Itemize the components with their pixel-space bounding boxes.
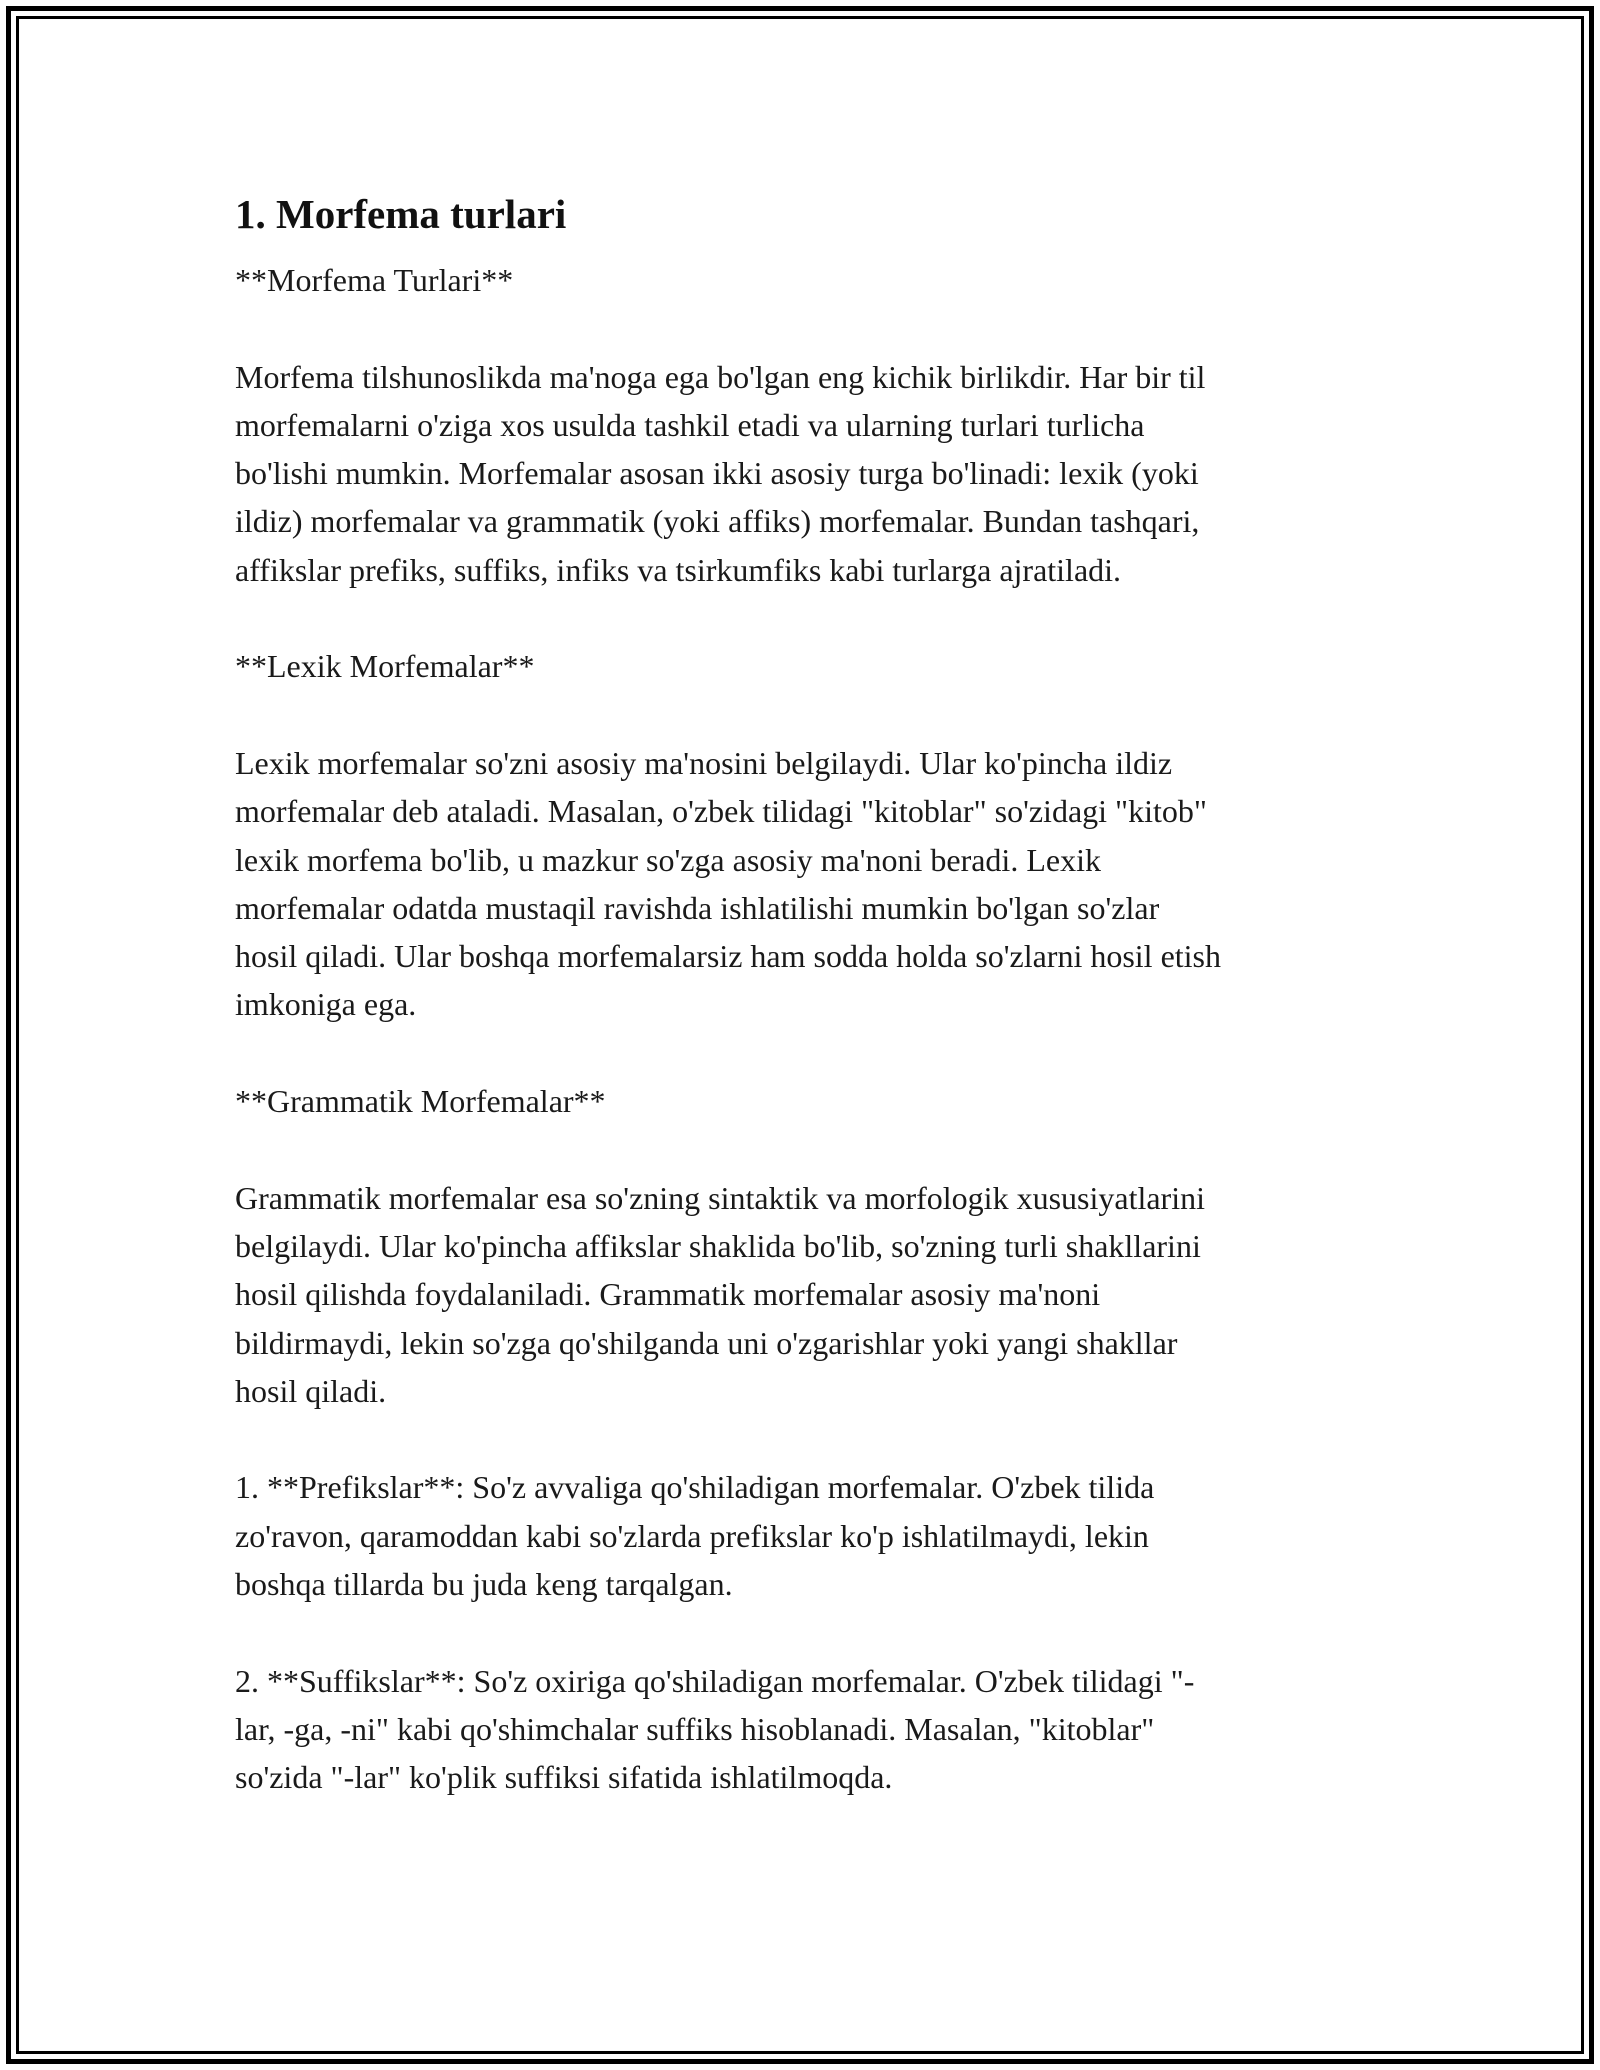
document-title: 1. Morfema turlari — [235, 191, 567, 237]
document-body — [235, 184, 1375, 1802]
section-heading-morfema-turlari: **Morfema Turlari** — [235, 262, 514, 298]
list-item-suffikslar: 2. **Suffikslar**: So'z oxiriga qo'shiladigan morfemalar. O'zbek tilidagi "- lar, -ga, -ni" kabi qo'shimchalar suffiks hisoblanadi. Masalan, "kitoblar" so'zida "-lar" ko'plik suffiksi sifatida ishlatilmoqda. — [235, 1662, 1195, 1796]
section-heading-grammatik-morfemalar: **Grammatik Morfemalar** — [235, 1083, 606, 1120]
section-heading-lexik-morfemalar: **Lexik Morfemalar** — [235, 648, 535, 685]
list-item-prefikslar: 1. **Prefikslar**: So'z avvaliga qo'shiladigan morfemalar. O'zbek tilida zo'ravon, qaramoddan kabi so'zlarda prefikslar ko'p ishlatilmaydi, lekin boshqa tillarda bu juda keng tarqalgan. — [235, 1469, 1155, 1603]
paragraph-grammatik: Grammatik morfemalar esa so'zning sintaktik va morfologik xususiyatlarini belgilaydi. Ular ko'pincha affikslar shaklida bo'lib, so'zning turli shakllarini hosil qilishda foydalaniladi. Grammatik morfemalar asosiy ma'noni bildirmaydi, lekin so'zga qo'shilganda uni o'zgarishlar yoki yangi shakllar hosil qiladi. — [235, 1179, 1205, 1409]
paragraph-lexik: Lexik morfemalar so'zni asosiy ma'nosini belgilaydi. Ular ko'pincha ildiz morfemalar deb ataladi. Masalan, o'zbek tilidagi "kitoblar" so'zidagi "kitob" lexik morfema bo'lib, u mazkur so'zga asosiy ma'noni beradi. Lexik morfemalar odatda mustaqil ravishda ishlatilishi mumkin bo'lgan so'zlar hosil qiladi. Ular boshqa morfemalarsiz ham sodda holda so'zlarni hosil etish imkoniga ega. — [235, 744, 1221, 1023]
paragraph-intro: Morfema tilshunoslikda ma'noga ega bo'lgan eng kichik birlikdir. Har bir til morfemalarni o'ziga xos usulda tashkil etadi va ularning turlari turlicha bo'lishi mumkin. Morfemalar asosan ikki asosiy turga bo'linadi: lexik (yoki ildiz) morfemalar va grammatik (yoki affiks) morfemalar. Bundan tashqari, affikslar prefiks, suffiks, infiks va tsirkumfiks kabi turlarga ajratiladi. — [235, 358, 1206, 588]
